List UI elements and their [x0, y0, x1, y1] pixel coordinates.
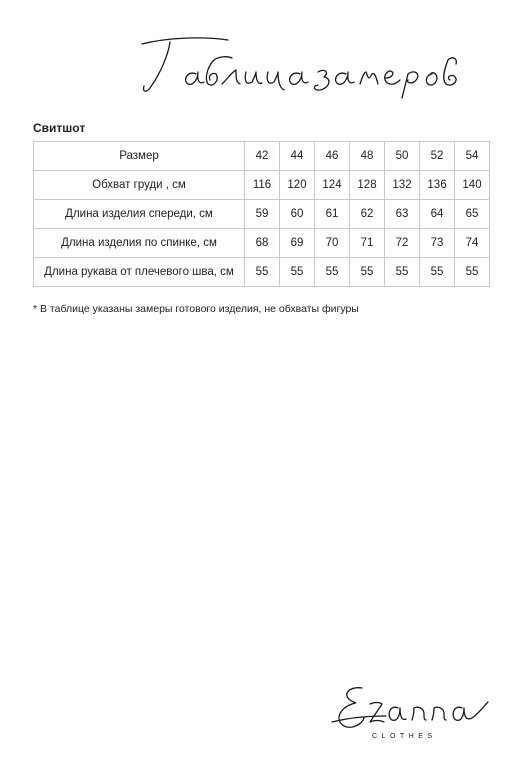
table-cell: 74 — [455, 229, 490, 258]
table-cell: 61 — [315, 200, 350, 229]
table-cell: 54 — [455, 142, 490, 171]
table-cell: 120 — [280, 171, 315, 200]
table-cell: 50 — [385, 142, 420, 171]
table-cell: 55 — [280, 258, 315, 287]
brand-logo — [328, 684, 493, 744]
table-cell: 55 — [245, 258, 280, 287]
table-cell: 70 — [315, 229, 350, 258]
table-cell: 42 — [245, 142, 280, 171]
row-label: Длина рукава от плечевого шва, см — [34, 258, 245, 287]
footnote: * В таблице указаны замеры готового изделия, не обхваты фигуры — [33, 303, 359, 315]
table-row — [34, 171, 490, 200]
table-cell: 69 — [280, 229, 315, 258]
table-cell: 46 — [315, 142, 350, 171]
row-label: Обхват груди , см — [34, 171, 245, 200]
row-label: Длина изделия по спинке, см — [34, 229, 245, 258]
table-cell: 116 — [245, 171, 280, 200]
table-cell: 68 — [245, 229, 280, 258]
table-cell: 73 — [420, 229, 455, 258]
table-cell: 71 — [350, 229, 385, 258]
table-cell: 65 — [455, 200, 490, 229]
table-row — [34, 258, 490, 287]
table-cell: 55 — [350, 258, 385, 287]
table-cell: 72 — [385, 229, 420, 258]
table-cell: 63 — [385, 200, 420, 229]
table-cell: 64 — [420, 200, 455, 229]
table-cell: 124 — [315, 171, 350, 200]
table-cell: 44 — [280, 142, 315, 171]
row-label: Длина изделия спереди, см — [34, 200, 245, 229]
table-cell: 55 — [455, 258, 490, 287]
table-cell: 52 — [420, 142, 455, 171]
table-cell: 132 — [385, 171, 420, 200]
size-table — [33, 141, 490, 287]
table-cell: 128 — [350, 171, 385, 200]
table-cell: 55 — [315, 258, 350, 287]
svg-text:CLOTHES: CLOTHES — [372, 733, 437, 740]
table-cell: 62 — [350, 200, 385, 229]
table-row — [34, 142, 490, 171]
row-label: Размер — [34, 142, 245, 171]
table-cell: 136 — [420, 171, 455, 200]
table-cell: 55 — [420, 258, 455, 287]
table-cell: 140 — [455, 171, 490, 200]
page-title-script — [0, 30, 516, 100]
table-cell: 59 — [245, 200, 280, 229]
section-title: Свитшот — [33, 121, 86, 135]
table-row — [34, 200, 490, 229]
table-cell: 55 — [385, 258, 420, 287]
table-cell: 48 — [350, 142, 385, 171]
table-cell: 60 — [280, 200, 315, 229]
table-row — [34, 229, 490, 258]
